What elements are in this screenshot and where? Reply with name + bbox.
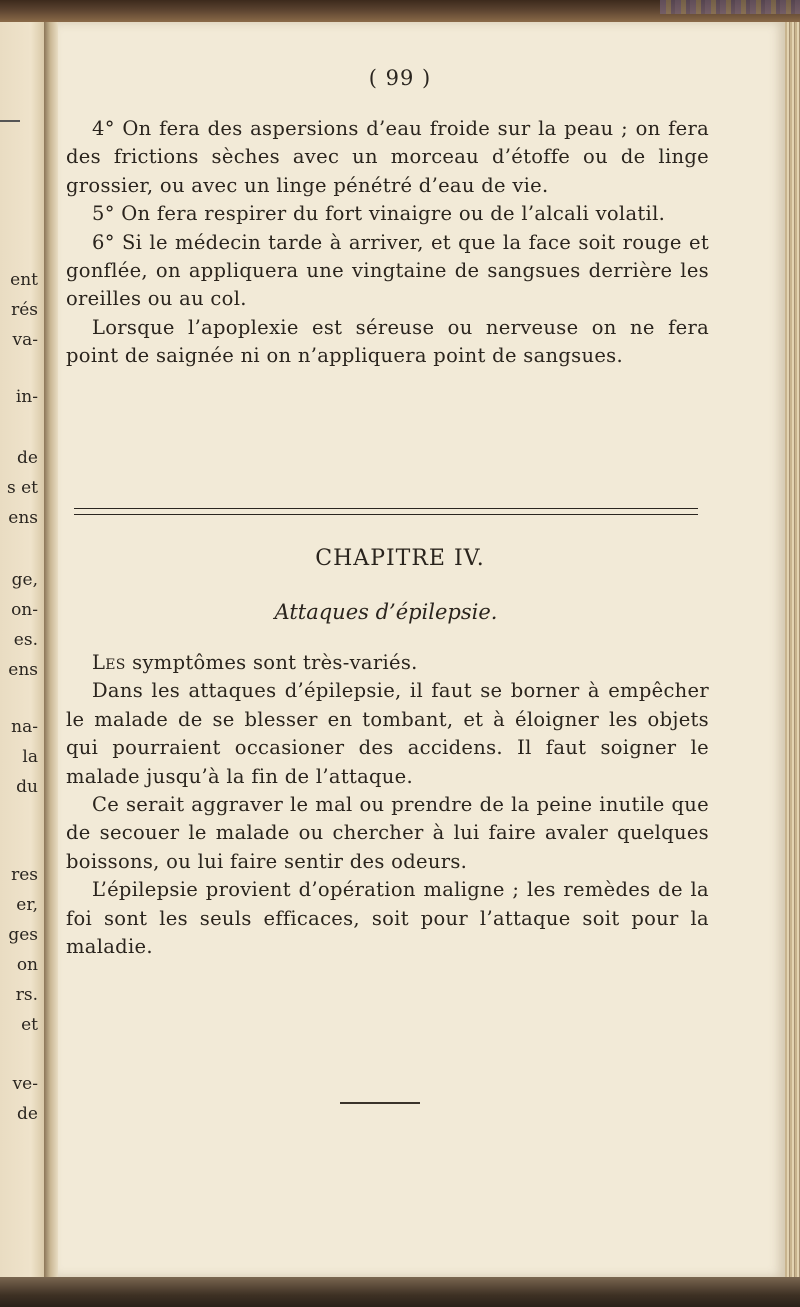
previous-page-fragment: na- xyxy=(11,717,38,737)
end-rule xyxy=(340,1102,420,1104)
previous-page-fragment: ge, xyxy=(11,570,38,590)
body-text-top xyxy=(66,115,709,371)
previous-page-fragment: ens xyxy=(8,660,38,680)
paragraph: 5° On fera respirer du fort vinaigre ou de l’alcali volatil. xyxy=(92,202,666,226)
previous-page-fragment: du xyxy=(16,777,38,797)
previous-page-fragment: de xyxy=(17,448,38,468)
previous-page-fragment: rs. xyxy=(15,985,38,1005)
page-number: ( 99 ) xyxy=(368,66,432,90)
previous-page-fragment: s et xyxy=(6,478,38,498)
previous-page-fragment: er, xyxy=(16,895,38,915)
previous-page-fragment: va- xyxy=(12,330,38,350)
previous-page-fragment: in- xyxy=(15,387,38,407)
paragraph: Ce serait aggraver le mal ou prendre de la peine inutile que de secouer le malade ou chercher à lui faire avaler quelques boissons, ou lui faire sentir des odeurs. xyxy=(66,793,709,873)
previous-page-fragment: on- xyxy=(11,600,38,620)
book-top-edge xyxy=(0,0,800,22)
previous-page-fragment: res xyxy=(11,865,38,885)
previous-page-edge xyxy=(0,22,44,1277)
paragraph: L’épilepsie provient d’opération maligne ; les remèdes de la foi sont les seuls efficaces, soit pour l’attaque soit pour la maladie. xyxy=(66,878,709,959)
chapter-title: CHAPITRE IV. xyxy=(315,546,485,571)
previous-page-fragment: et xyxy=(21,1015,38,1035)
previous-page-fragment: ges xyxy=(8,925,38,945)
paragraph-first xyxy=(66,649,709,677)
previous-page-fragment: ve- xyxy=(12,1074,38,1094)
previous-page-fragment: de xyxy=(17,1104,38,1124)
previous-page-fragment: es. xyxy=(13,630,38,650)
paragraph: 6° Si le médecin tarde à arriver, et que la face soit rouge et gonflée, on appliquera une vingtaine de sangsues derrière les oreilles ou au col. xyxy=(66,230,709,311)
paragraph: Dans les attaques d’épilepsie, il faut se borner à empêcher le malade de se blesser en tombant, et à éloigner les objets qui pourraient occasioner des accidens. Il faut soigner le malade jusqu’à la fin de l’attaque. xyxy=(66,679,709,788)
previous-page-fragment: on xyxy=(16,955,38,975)
section-divider xyxy=(74,508,698,515)
paragraph-first-text: symptômes sont très-variés. xyxy=(132,651,418,674)
book-bottom-edge xyxy=(0,1277,800,1307)
previous-page-fragment: rés xyxy=(11,300,38,320)
previous-page-fragment: ent xyxy=(10,270,38,290)
paragraph: Lorsque l’apoplexie est séreuse ou nerveuse on ne fera point de saignée ni on n’appliquera point de sangsues. xyxy=(66,315,709,368)
paragraph: 4° On fera des aspersions d’eau froide sur la peau ; on fera des frictions sèches avec un morceau d’étoffe ou de linge grossier, ou avec un linge pénétré d’eau de vie. xyxy=(66,117,709,197)
chapter-subtitle: Attaques d’épilepsie. xyxy=(274,600,498,624)
page-stack-edge xyxy=(785,22,800,1277)
first-word: Les xyxy=(92,651,126,674)
previous-page-fragment: ens xyxy=(8,508,38,528)
body-text-chapter xyxy=(66,649,709,961)
previous-page-rule xyxy=(0,120,20,122)
previous-page-fragment: la xyxy=(22,747,38,767)
